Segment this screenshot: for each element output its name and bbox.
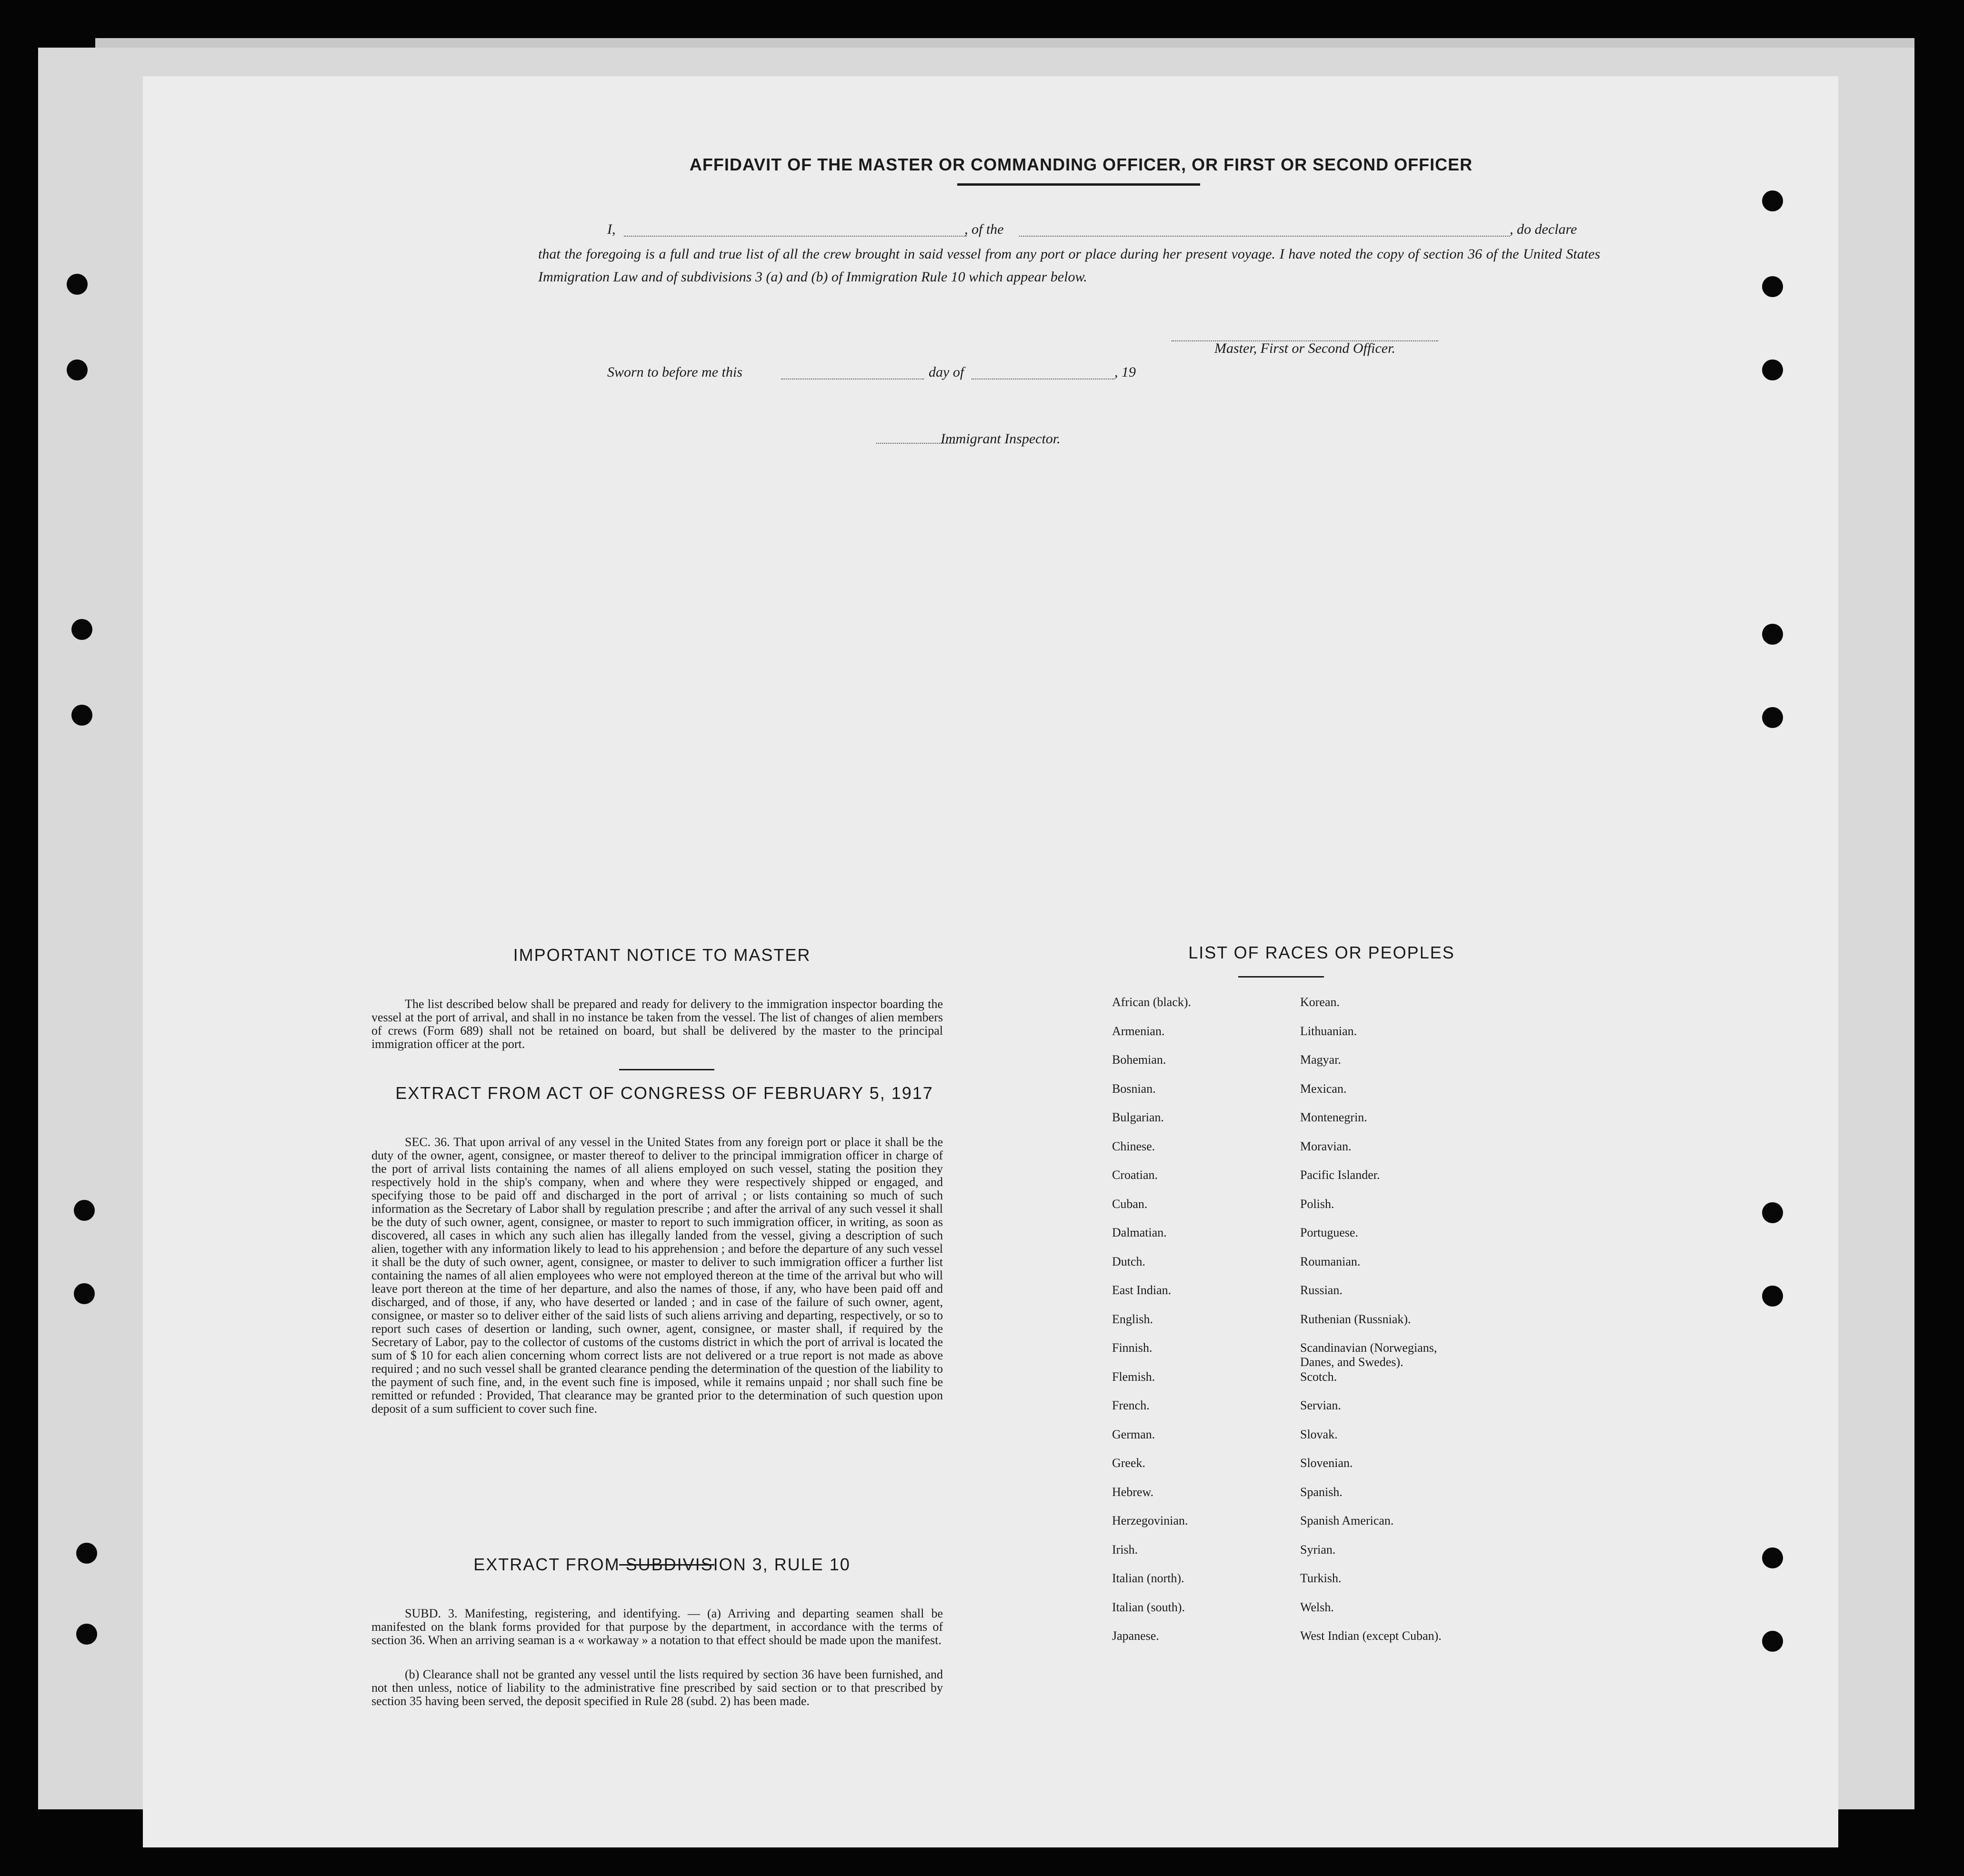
sworn-label: Sworn to before me this (607, 364, 742, 380)
vessel-name-field[interactable] (1019, 236, 1510, 237)
binder-hole (76, 1543, 97, 1564)
race-item: Hebrew. (1112, 1485, 1154, 1499)
notice-title: IMPORTANT NOTICE TO MASTER (513, 945, 811, 965)
binder-hole (74, 1283, 95, 1304)
race-item: East Indian. (1112, 1283, 1172, 1297)
race-item: Spanish American. (1300, 1514, 1394, 1527)
signature-label: Master, First or Second Officer. (1214, 340, 1395, 356)
notice-divider (619, 1069, 714, 1070)
race-item: Russian. (1300, 1283, 1343, 1297)
races-right-column (1300, 995, 1548, 1700)
inspector-label: Immigrant Inspector. (941, 431, 1061, 447)
affidavit-do-declare-label: , do declare (1510, 221, 1577, 237)
race-item: Bosnian. (1112, 1081, 1156, 1096)
race-item: Lithuanian. (1300, 1024, 1357, 1038)
year-label: , 19 (1114, 364, 1136, 380)
race-item: Herzegovinian. (1112, 1514, 1188, 1527)
race-item: Cuban. (1112, 1197, 1148, 1211)
race-item: Spanish. (1300, 1485, 1343, 1499)
race-item: Dalmatian. (1112, 1226, 1167, 1239)
race-item: Portuguese. (1300, 1226, 1359, 1239)
rule-extract-para-b: (b) Clearance shall not be granted any vessel until the lists required by section 36 have been furnished, and not then unless, notice of liability to the administrative fine prescribed by said section or to that prescribed by section 35 having been served, the deposit specified in Rule 28 (subd. 2) has been made. (371, 1667, 943, 1708)
binder-hole (1762, 359, 1783, 380)
binder-hole (71, 705, 92, 726)
races-divider (1238, 976, 1324, 978)
race-item: Turkish. (1300, 1571, 1342, 1585)
act-extract-body: SEC. 36. That upon arrival of any vessel in the United States from any foreign port or place it shall be the duty of the owner, agent, consignee, or master thereof to deliver to the principal immigration officer in charge of the port of arrival lists containing the names of all aliens employed on such vessel, stating the position they respectively hold in the ship's company, when and where they were respectively shipped or engaged, and specifying those to be paid off and discharged in the port of arrival ; or lists containing so much of such information as the Secretary of Labor shall by regulation prescribe ; and after the arrival of any such vessel it shall be the duty of such owner, agent, consignee, or master to report to such immigration officer, in writing, as soon as discovered, all cases in which any such alien has illegally landed from the vessel, giving a description of such alien, together with any information likely to lead to his apprehension ; and before the departure of any such vessel it shall be the duty of such owner, agent, consignee, or master to deliver to such immigration officer a further list containing the names of all alien employees who were not employed thereon at the time of the arrival but who will leave port thereon at the time of her departure, and also the names of those, if any, who have been paid off and discharged, and of those, if any, who have deserted or landed ; and in case of the failure of such owner, agent, consignee, or master so to deliver either of the said lists of such aliens arriving and departing, respectively, or so to report such cases of desertion or landing, such owner, agent, consignee, or master shall, if required by the Secretary of Labor, pay to the collector of customs of the customs district in which the port of arrival is located the sum of $ 10 for each alien concerning whom correct lists are not delivered or a true report is not made as above required ; and no such vessel shall be granted clearance pending the determination of the question of the liability to the payment of such fine, and, in the event such fine is imposed, while it remains unpaid ; nor shall such fine be remitted or refunded : Provided, That clearance may be granted prior to the determination of such question upon deposit of a sum sufficient to cover such fine. (371, 1135, 943, 1416)
race-item: Servian. (1300, 1398, 1341, 1412)
race-item: Armenian. (1112, 1024, 1165, 1038)
race-item: Mexican. (1300, 1081, 1347, 1096)
race-item: Croatian. (1112, 1168, 1158, 1182)
binder-hole (67, 359, 88, 380)
race-item: Montenegrin. (1300, 1110, 1367, 1124)
binder-hole (71, 619, 92, 640)
race-item: Welsh. (1300, 1600, 1334, 1614)
race-item: Italian (south). (1112, 1600, 1185, 1614)
race-item: Chinese. (1112, 1139, 1155, 1153)
binder-hole (67, 274, 88, 295)
affidavit-of-the-label: , of the (964, 221, 1004, 237)
race-item: Finnish. (1112, 1341, 1152, 1355)
race-item: African (black). (1112, 995, 1192, 1009)
race-item: Syrian. (1300, 1542, 1336, 1557)
day-of-label: day of (929, 364, 964, 380)
affidavit-title: AFFIDAVIT OF THE MASTER OR COMMANDING OFFICER, OR FIRST OR SECOND OFFICER (689, 155, 1473, 174)
binder-hole (1762, 276, 1783, 297)
race-item: Korean. (1300, 995, 1340, 1009)
binder-hole (1762, 1547, 1783, 1568)
race-item: Japanese. (1112, 1629, 1159, 1643)
race-item: Magyar. (1300, 1053, 1341, 1067)
race-item: Greek. (1112, 1456, 1146, 1470)
name-field[interactable] (624, 236, 967, 237)
notice-body: The list described below shall be prepared and ready for delivery to the immigration inspector boarding the vessel at the port of arrival, and shall in no instance be taken from the vessel. The list of changes of alien members of crews (Form 689) shall not be retained on board, but shall be delivered by the master to the principal immigration officer at the port. (371, 997, 943, 1051)
act-extract-title: EXTRACT FROM ACT OF CONGRESS OF FEBRUARY 5, 1917 (395, 1083, 933, 1103)
binder-hole (1762, 707, 1783, 728)
race-item: English. (1112, 1312, 1153, 1326)
race-item: Bulgarian. (1112, 1110, 1164, 1124)
race-item: Dutch. (1112, 1254, 1146, 1268)
races-title: LIST OF RACES OR PEOPLES (1188, 943, 1455, 962)
race-item: Pacific Islander. (1300, 1168, 1380, 1182)
race-item: Ruthenian (Russniak). (1300, 1312, 1411, 1326)
binder-hole (1762, 624, 1783, 645)
rule-extract-para-a: SUBD. 3. Manifesting, registering, and identifying. — (a) Arriving and departing seamen shall be manifested on the blank forms provided for that purpose by the department, in accordance with the terms of section 36. When an arriving seaman is a « workaway » a notation to that effect should be made upon the manifest. (371, 1607, 943, 1647)
race-item: German. (1112, 1427, 1155, 1441)
affidavit-body: that the foregoing is a full and true list of all the crew brought in said vessel from any port or place during her present voyage. I have noted the copy of section 36 of the United States Immigration Law and of subdivisions 3 (a) and (b) of Immigration Rule 10 which appear below. (538, 246, 1600, 285)
race-item: West Indian (except Cuban). (1300, 1629, 1442, 1643)
race-item: Slovenian. (1300, 1456, 1353, 1470)
affidavit-i-label: I, (607, 221, 616, 237)
race-item: Slovak. (1300, 1427, 1338, 1441)
binder-hole (74, 1200, 95, 1221)
title-underline (957, 183, 1200, 186)
race-item: Bohemian. (1112, 1053, 1166, 1067)
race-item: Scotch. (1300, 1369, 1337, 1384)
race-item: Roumanian. (1300, 1254, 1361, 1268)
race-item: French. (1112, 1398, 1150, 1412)
binder-hole (1762, 190, 1783, 211)
binder-hole (76, 1624, 97, 1645)
race-item: Flemish. (1112, 1369, 1155, 1384)
binder-hole (1762, 1631, 1783, 1652)
races-left-column (1112, 995, 1293, 1700)
rule-extract-title: EXTRACT FROM SUBDIVISION 3, RULE 10 (473, 1555, 851, 1574)
race-item: Polish. (1300, 1197, 1334, 1211)
binder-hole (1762, 1202, 1783, 1223)
form-page (143, 76, 1838, 1847)
race-item: Scandinavian (Norwegians, Danes, and Swedes). (1300, 1341, 1437, 1369)
race-item: Irish. (1112, 1542, 1138, 1557)
race-item: Italian (north). (1112, 1571, 1184, 1585)
binder-hole (1762, 1286, 1783, 1307)
race-item: Moravian. (1300, 1139, 1352, 1153)
